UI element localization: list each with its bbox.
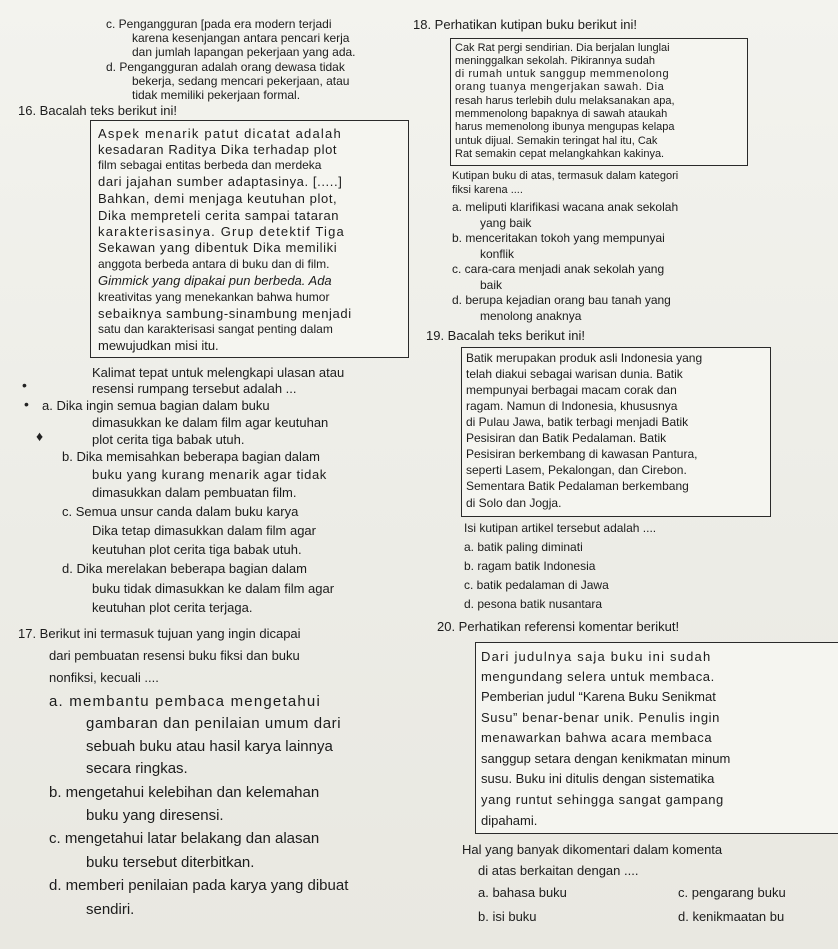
question-20-option-d[interactable]: d. kenikmaatan bu xyxy=(678,909,785,924)
text-line: film sebagai entitas berbeda dan merdeka xyxy=(98,158,322,172)
text-line: telah diakui sebagai warisan dunia. Batik xyxy=(466,367,683,381)
text-line: anggota berbeda antara di buku dan di film. xyxy=(98,257,330,271)
question-20-option-c[interactable]: c. pengarang buku xyxy=(678,885,786,900)
text-line: dari jajahan sumber adaptasinya. [.....] xyxy=(98,174,343,189)
text-line: c. cara-cara menjadi anak sekolah yang xyxy=(452,262,665,276)
text-line: Rat semakin cepat melangkahkan kakinya. xyxy=(455,148,665,160)
question-20-option-b[interactable]: b. isi buku xyxy=(478,909,537,924)
text-line: di rumah untuk sanggup memmenolong xyxy=(455,68,670,80)
text-line: dipahami. xyxy=(481,813,538,828)
question-19-option-c[interactable]: c. batik pedalaman di Jawa xyxy=(464,578,609,592)
text-line: buku tidak dimasukkan ke dalam film agar xyxy=(92,581,335,596)
text-line: keutuhan plot cerita terjaga. xyxy=(92,600,253,615)
text-line: dan jumlah lapangan pekerjaan yang ada. xyxy=(132,45,356,59)
text-line: kreativitas yang menekankan bahwa humor xyxy=(98,290,330,304)
text-line: tidak memiliki pekerjaan formal. xyxy=(132,88,301,102)
text-line: Sekawan yang dibentuk Dika memiliki xyxy=(98,240,338,255)
text-line: bekerja, sedang mencari pekerjaan, atau xyxy=(132,74,350,88)
text-line: sendiri. xyxy=(86,901,135,918)
text-line: satu dan karakterisasi sangat penting dalam xyxy=(98,322,333,336)
text-line: dimasukkan ke dalam film agar keutuhan xyxy=(92,415,329,430)
text-line: mewujudkan misi itu. xyxy=(98,338,219,353)
text-line: Sementara Batik Pedalaman berkembang xyxy=(466,479,689,493)
text-line: meninggalkan sekolah. Pikirannya sudah xyxy=(455,55,655,67)
text-line: buku tersebut diterbitkan. xyxy=(86,854,255,871)
question-20-option-a[interactable]: a. bahasa buku xyxy=(478,885,567,900)
text-line: resensi rumpang tersebut adalah ... xyxy=(92,381,297,396)
text-line: gambaran dan penilaian umum dari xyxy=(86,715,342,732)
text-line: Cak Rat pergi sendirian. Dia berjalan lunglai xyxy=(455,42,670,54)
question-19-prompt: Isi kutipan artikel tersebut adalah .... xyxy=(464,521,657,535)
text-line: konflik xyxy=(480,247,515,261)
text-line: Pemberian judul “Karena Buku Senikmat xyxy=(481,689,716,704)
question-19-heading: 19. Bacalah teks berikut ini! xyxy=(426,328,585,343)
text-line: untuk dijual. Semakin teringat hal itu, Cak xyxy=(455,135,658,147)
text-line: b. mengetahui kelebihan dan kelemahan xyxy=(49,784,320,801)
text-line: b. menceritakan tokoh yang mempunyai xyxy=(452,231,665,245)
text-line: Batik merupakan produk asli Indonesia yang xyxy=(466,351,703,365)
question-19-option-d[interactable]: d. pesona batik nusantara xyxy=(464,597,603,611)
text-line: kesadaran Raditya Dika terhadap plot xyxy=(98,142,338,157)
margin-mark: • xyxy=(22,377,27,393)
text-line: buku yang diresensi. xyxy=(86,807,224,824)
text-line: seperti Lasem, Pekalongan, dan Cirebon. xyxy=(466,463,687,477)
text-line: d. berupa kejadian orang bau tanah yang xyxy=(452,293,671,307)
text-line: memmenolong bapaknya di sawah ataukah xyxy=(455,108,668,120)
text-line: Bahkan, demi menjaga keutuhan plot, xyxy=(98,191,338,206)
text-line: baik xyxy=(480,278,503,292)
text-line: c. Semua unsur canda dalam buku karya xyxy=(62,504,299,519)
text-line: dimasukkan dalam pembuatan film. xyxy=(92,485,297,500)
text-line: mengundang selera untuk membaca. xyxy=(481,669,715,684)
text-line: di atas berkaitan dengan .... xyxy=(478,863,639,878)
text-line: Kalimat tepat untuk melengkapi ulasan atau xyxy=(92,365,345,380)
text-line: dari pembuatan resensi buku fiksi dan buku xyxy=(49,648,300,663)
text-line: a. meliputi klarifikasi wacana anak sekolah xyxy=(452,200,679,214)
text-line: c. mengetahui latar belakang dan alasan xyxy=(49,830,320,847)
text-line: Dika mempreteli cerita sampai tataran xyxy=(98,208,340,223)
text-line: orang tuanya mengerjakan sawah. Dia xyxy=(455,81,665,93)
text-line: plot cerita tiga babak utuh. xyxy=(92,432,245,447)
question-16-heading: 16. Bacalah teks berikut ini! xyxy=(18,103,177,118)
text-line: a. membantu pembaca mengetahui xyxy=(49,693,321,710)
text-line: Kutipan buku di atas, termasuk dalam kategori xyxy=(452,170,679,182)
text-line: Pesisiran dan Batik Pedalaman. Batik xyxy=(466,431,667,445)
text-line: a. Dika ingin semua bagian dalam buku xyxy=(42,398,270,413)
margin-mark: • xyxy=(24,396,29,412)
text-line: sebaiknya sambung-sinambung menjadi xyxy=(98,306,352,321)
text-line: di Solo dan Jogja. xyxy=(466,496,562,510)
text-line: keutuhan plot cerita tiga babak utuh. xyxy=(92,542,302,557)
text-line: Gimmick yang dipakai pun berbeda. Ada xyxy=(98,273,332,288)
text-line: Dika tetap dimasukkan dalam film agar xyxy=(92,523,316,538)
question-19-option-b[interactable]: b. ragam batik Indonesia xyxy=(464,559,596,573)
text-line: resah harus terlebih dulu melaksanakan apa, xyxy=(455,95,675,107)
text-line: susu. Buku ini ditulis dengan sistematika xyxy=(481,771,715,786)
text-line: fiksi karena .... xyxy=(452,184,523,196)
text-line: yang baik xyxy=(480,216,532,230)
text-line: Dari judulnya saja buku ini sudah xyxy=(481,649,712,664)
text-line: ragam. Namun di Indonesia, khususnya xyxy=(466,399,678,413)
text-line: sanggup setara dengan kenikmatan minum xyxy=(481,751,731,766)
text-line: menawarkan bahwa acara membaca xyxy=(481,730,713,745)
text-line: d. Dika merelakan beberapa bagian dalam xyxy=(62,561,307,576)
text-line: Hal yang banyak dikomentari dalam komenta xyxy=(462,842,723,857)
text-line: sebuah buku atau hasil karya lainnya xyxy=(86,738,333,755)
text-line: harus memenolong ibunya mengupas kelapa xyxy=(455,121,675,133)
question-18-heading: 18. Perhatikan kutipan buku berikut ini! xyxy=(413,17,638,32)
text-line: mempunyai berbagai macam corak dan xyxy=(466,383,677,397)
text-line: menolong anaknya xyxy=(480,309,582,323)
text-line: karena kesenjangan antara pencari kerja xyxy=(132,31,350,45)
text-line: Susu” benar-benar unik. Penulis ingin xyxy=(481,710,720,725)
text-line: nonfiksi, kecuali .... xyxy=(49,670,159,685)
text-line: b. Dika memisahkan beberapa bagian dalam xyxy=(62,449,320,464)
question-20-heading: 20. Perhatikan referensi komentar berikut! xyxy=(437,619,680,634)
text-line: Aspek menarik patut dicatat adalah xyxy=(98,126,342,141)
text-line: secara ringkas. xyxy=(86,760,188,777)
margin-mark: ♦ xyxy=(36,428,44,444)
text-line: Pesisiran berkembang di kawasan Pantura, xyxy=(466,447,698,461)
text-line: yang runtut sehingga sangat gampang xyxy=(481,792,724,807)
text-line: d. memberi penilaian pada karya yang dibuat xyxy=(49,877,349,894)
question-19-option-a[interactable]: a. batik paling diminati xyxy=(464,540,583,554)
text-line: di Pulau Jawa, batik terbagi menjadi Batik xyxy=(466,415,689,429)
text-line: c. Pengangguran [pada era modern terjadi xyxy=(106,17,332,31)
text-line: d. Pengangguran adalah orang dewasa tidak xyxy=(106,60,345,74)
text-line: 17. Berikut ini termasuk tujuan yang ingin dicapai xyxy=(18,626,301,641)
text-line: karakterisasinya. Grup detektif Tiga xyxy=(98,224,345,239)
text-line: buku yang kurang menarik agar tidak xyxy=(92,467,327,482)
